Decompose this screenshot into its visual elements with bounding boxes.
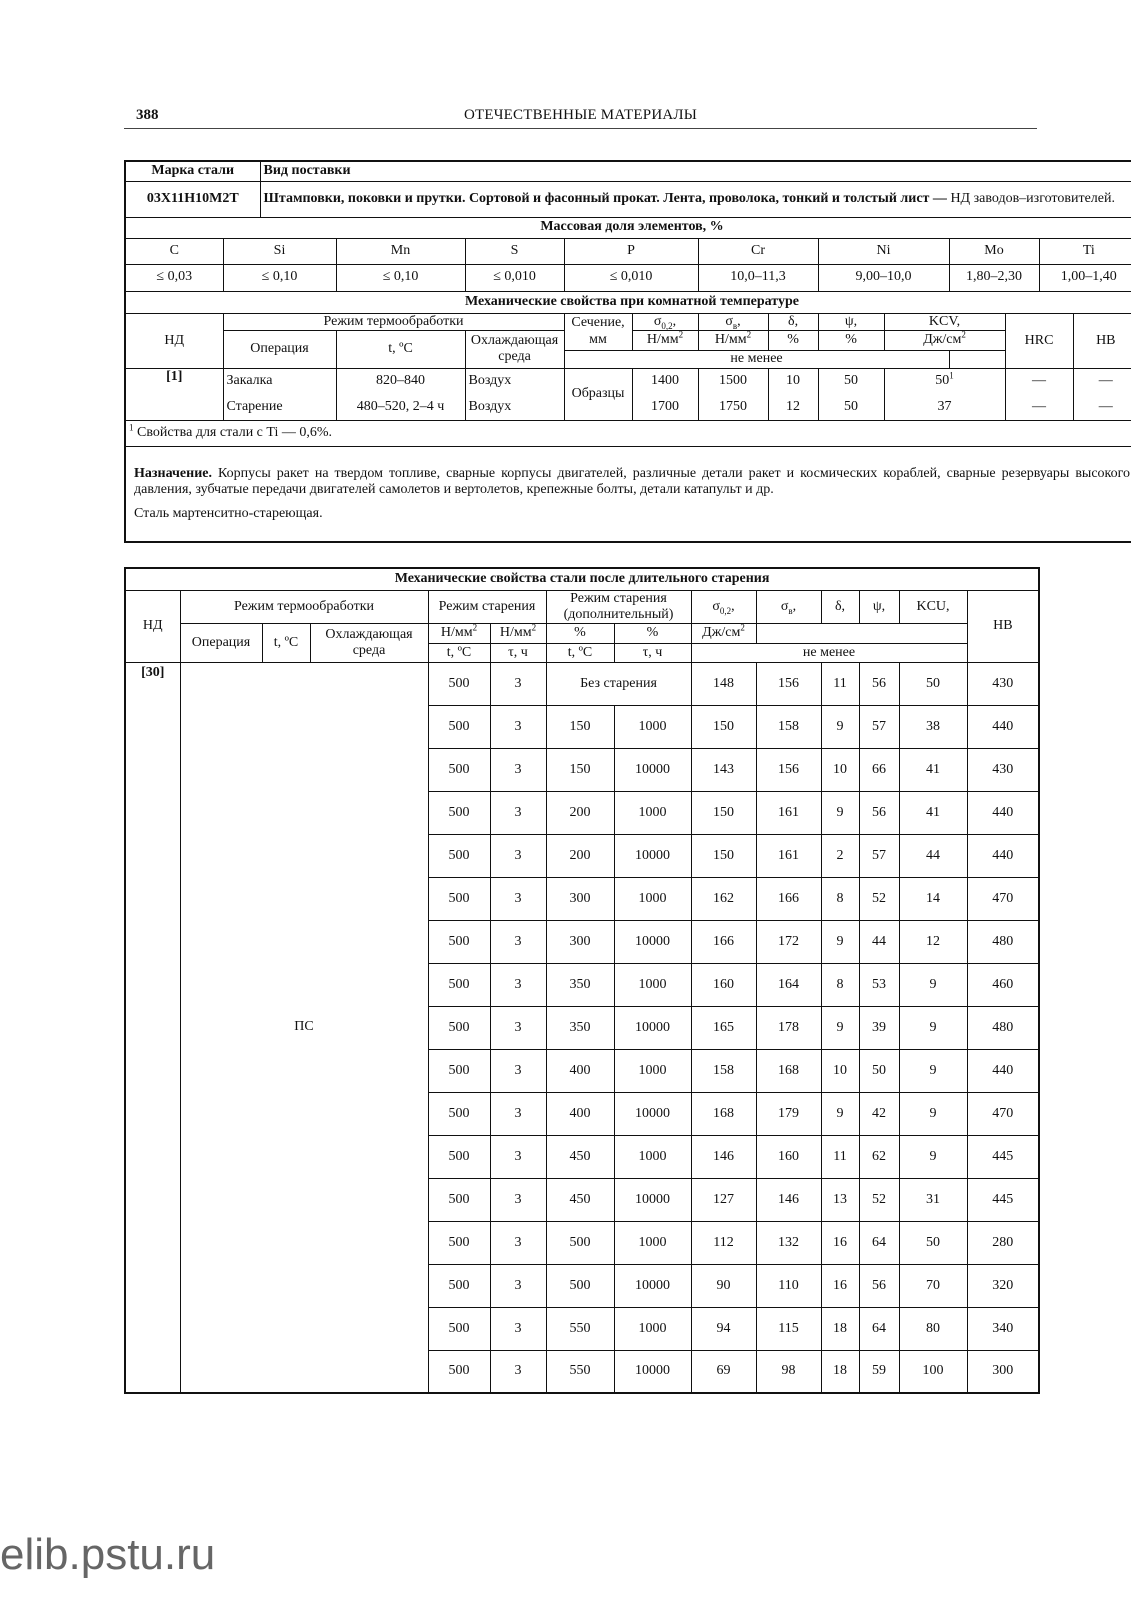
aging-regime-tau: 3 [490,1178,546,1221]
aging-sigma02: 160 [691,963,756,1006]
aging-extra-t: 450 [546,1178,614,1221]
sigmab-unit: $Н/мм^2$ [698,330,768,350]
value-ni: 9,00–10,0 [818,264,949,291]
aging-kcu: 31 [899,1178,967,1221]
aging-hb: 300 [967,1350,1039,1393]
aging-hb: 280 [967,1221,1039,1264]
element-s: S [465,238,564,264]
aging-psi: 57 [859,705,899,748]
aging-sigmab: 110 [756,1264,821,1307]
aging-nd: [30] [125,662,180,1393]
aging-temp-header: t, ºС [262,623,310,662]
steel-datasheet-table [124,160,1131,543]
temperature-header: t, ºС [336,330,465,368]
aging-sigma02-unit: $Н/мм^2$ [428,623,490,643]
aging-sigmab: 156 [756,662,821,705]
aging-regime-tau: 3 [490,1092,546,1135]
aging-extra-tau: 10000 [614,1264,691,1307]
kcv-header: KCV, [884,313,1005,330]
aging-regime-t: 500 [428,1135,490,1178]
aging-regime-t: 500 [428,963,490,1006]
delta-header: δ, [768,313,818,330]
aging-delta: 18 [821,1350,859,1393]
aging-sigmab: 132 [756,1221,821,1264]
aging-extra-tau: 10000 [614,1006,691,1049]
aging-sigma02: 150 [691,705,756,748]
aging-extra-tau: 10000 [614,1178,691,1221]
element-cr: Cr [698,238,818,264]
aging-regime-t: 500 [428,748,490,791]
aging-sigmab: 146 [756,1178,821,1221]
aging-psi: 56 [859,791,899,834]
aging-regime-tau: 3 [490,791,546,834]
aging-delta: 9 [821,1006,859,1049]
aging-regime-tau: 3 [490,920,546,963]
aging-hb: 440 [967,834,1039,877]
aging-extra-t: 350 [546,963,614,1006]
aging-extra-header: Режим старения (дополнительный) [546,590,691,623]
aging-sigmab-header: $\sigma_в$, [756,590,821,623]
aging-sigma02: 146 [691,1135,756,1178]
aging-hb: 440 [967,1049,1039,1092]
aging-extra-tau: 10000 [614,1350,691,1393]
value-ti: 1,00–1,40 [1039,264,1131,291]
aging-kcu: 14 [899,877,967,920]
purpose-text: Назначение. Корпусы ракет на твердом топливе, сварные корпусы двигателей, различные детали ракет и космических кораблей, сварные резервуары высокого давления, зубчатые передачи двигателей самолетов и вертолетов, крепежные болты, детали катапульт и др. [134,465,1131,497]
aging-delta: 8 [821,877,859,920]
aging-regime-t: 500 [428,705,490,748]
aging-regime-t: 500 [428,662,490,705]
aging-delta-header: δ, [821,590,859,623]
aging-extra-t: 200 [546,791,614,834]
composition-values-row [125,264,1131,291]
aging-hb: 445 [967,1178,1039,1221]
aging-sigmab: 156 [756,748,821,791]
aging-kcu: 12 [899,920,967,963]
aging-regime-tau: 3 [490,963,546,1006]
aging-sigma02: 165 [691,1006,756,1049]
value-mo: 1,80–2,30 [949,264,1039,291]
aging-extra-tau: 10000 [614,920,691,963]
aging-delta: 16 [821,1264,859,1307]
aging-regime-t: 500 [428,877,490,920]
aging-delta: 9 [821,920,859,963]
element-p: P [564,238,698,264]
aging-sigma02: 148 [691,662,756,705]
aging-regime-t: 500 [428,920,490,963]
aging-hb: 460 [967,963,1039,1006]
aging-psi: 56 [859,1264,899,1307]
supply-label: Вид поставки [260,161,1131,181]
aging-delta: 8 [821,963,859,1006]
aging-psi-header: ψ, [859,590,899,623]
value-cr: 10,0–11,3 [698,264,818,291]
aging-hb: 480 [967,920,1039,963]
aging-regime-t: 500 [428,1264,490,1307]
aging-hb: 470 [967,877,1039,920]
aging-kcu: 38 [899,705,967,748]
element-ni: Ni [818,238,949,264]
aging-extra-t: 400 [546,1092,614,1135]
aging-psi: 62 [859,1135,899,1178]
aging-regime-tau: 3 [490,705,546,748]
aging-delta: 18 [821,1307,859,1350]
aging-psi: 52 [859,877,899,920]
aging-sigmab: 178 [756,1006,821,1049]
aging-extra-tau: 10000 [614,748,691,791]
aging-kcu: 9 [899,1135,967,1178]
aging-sigma02: 143 [691,748,756,791]
aging-hb: 440 [967,705,1039,748]
aging-kcu-header: KCU, [899,590,967,623]
element-mn: Mn [336,238,465,264]
grade-label: Марка стали [125,161,260,181]
aging-extra-tau: 1000 [614,877,691,920]
aging-extra-tau: 10000 [614,1092,691,1135]
aging-extra-tau: 1000 [614,1307,691,1350]
aging-kcu: 9 [899,1049,967,1092]
aging-extra-t: 150 [546,748,614,791]
aging-regime-tau: 3 [490,1006,546,1049]
aging-sigma02: 112 [691,1221,756,1264]
aging-sigma02: 168 [691,1092,756,1135]
aging-sigma02: 162 [691,877,756,920]
aging-delta: 10 [821,748,859,791]
aging-sigma02: 90 [691,1264,756,1307]
aging-sigmab: 115 [756,1307,821,1350]
aging-delta: 11 [821,1135,859,1178]
aging-sigma02: 69 [691,1350,756,1393]
psi-header: ψ, [818,313,884,330]
aging-kcu: 44 [899,834,967,877]
aging-psi: 57 [859,834,899,877]
aging-extra-t: 300 [546,920,614,963]
aging-psi: 53 [859,963,899,1006]
aging-psi: 39 [859,1006,899,1049]
page-number: 388 [136,107,159,123]
aging-hb: 340 [967,1307,1039,1350]
aging-delta: 9 [821,705,859,748]
aging-regime-t: 500 [428,791,490,834]
mech-room-nd: [1] [125,368,223,420]
aging-kcu: 80 [899,1307,967,1350]
aging-regime-t: 500 [428,1221,490,1264]
aging-regime-t: 500 [428,1049,490,1092]
aging-delta: 11 [821,662,859,705]
value-p: ≤ 0,010 [564,264,698,291]
aging-extra-t: 200 [546,834,614,877]
grade-value: 03Х11Н10М2Т [125,181,260,217]
aging-sigmab: 160 [756,1135,821,1178]
aging-sigma02: 158 [691,1049,756,1092]
aging-sigmab: 166 [756,877,821,920]
delta-unit: % [768,330,818,350]
mech-room-nd-header: НД [125,313,223,368]
aging-delta: 13 [821,1178,859,1221]
aging-psi: 56 [859,662,899,705]
aging-kcu-unit: $Дж/см^2$ [691,623,756,643]
aging-extra-t: 300 [546,877,614,920]
element-mo: Mo [949,238,1039,264]
mech-room-section: Образцы [564,368,632,420]
aging-regime-t: 500 [428,1178,490,1221]
aging-extra-t: 450 [546,1135,614,1178]
aging-hb: 470 [967,1092,1039,1135]
aging-sigmab-unit: $Н/мм^2$ [490,623,546,643]
value-s: ≤ 0,010 [465,264,564,291]
sigma02-header: $\sigma_{0,2}$, [632,313,698,330]
value-si: ≤ 0,10 [223,264,336,291]
aging-psi: 52 [859,1178,899,1221]
aging-extra-tau: 1000 [614,791,691,834]
aging-psi: 44 [859,920,899,963]
element-ti: Ti [1039,238,1131,264]
mech-room-section-header: Сечение, мм [564,313,632,350]
aging-regime-t: 500 [428,834,490,877]
aging-delta-unit: % [546,623,614,643]
mech-room-title: Механические свойства при комнатной температуре [125,291,1131,313]
aging-delta: 16 [821,1221,859,1264]
aging-extra-t: 500 [546,1264,614,1307]
aging-extra-tau: 1000 [614,1135,691,1178]
aging-operation: ПС [180,662,428,1393]
aging-properties-table [124,567,1040,1394]
mech-aging-title: Механические свойства стали после длительного старения [125,568,1039,590]
aging-sigma02: 166 [691,920,756,963]
psi-unit: % [818,330,884,350]
element-si: Si [223,238,336,264]
watermark: elib.pstu.ru [0,1530,216,1579]
aging-delta: 9 [821,791,859,834]
aging-sigmab: 98 [756,1350,821,1393]
aging-extra-tau: 1000 [614,1049,691,1092]
aging-extra-t: 500 [546,1221,614,1264]
aging-regime-t: 500 [428,1350,490,1393]
sigma02-unit: $Н/мм^2$ [632,330,698,350]
not-less-label: не менее [564,350,949,368]
aging-extra-t-header: t, ºС [546,643,614,662]
purpose-note: Сталь мартенситно-стареющая. [134,505,323,521]
aging-sigma02: 127 [691,1178,756,1221]
aging-regime-tau: 3 [490,748,546,791]
aging-sigmab: 172 [756,920,821,963]
kcv-unit: $Дж/см^2$ [884,330,1005,350]
value-mn: ≤ 0,10 [336,264,465,291]
aging-kcu: 9 [899,1092,967,1135]
aging-not-less-label: не менее [691,643,967,662]
aging-operation-header: Операция [180,623,262,662]
aging-sigmab: 164 [756,963,821,1006]
aging-extra-tau: 1000 [614,963,691,1006]
aging-kcu: 100 [899,1350,967,1393]
sigmab-header: $\sigma_в$, [698,313,768,330]
aging-sigma02-header: $\sigma_{0,2}$, [691,590,756,623]
aging-extra-t: 150 [546,705,614,748]
aging-psi: 42 [859,1092,899,1135]
hb-header: НВ [1073,313,1131,368]
aging-tau-header: τ, ч [490,643,546,662]
composition-elements-row [125,238,1131,264]
aging-regime-tau: 3 [490,1307,546,1350]
aging-extra-t: 350 [546,1006,614,1049]
aging-kcu: 70 [899,1264,967,1307]
aging-extra-tau: 10000 [614,834,691,877]
aging-mode-header: Режим термообработки [180,590,428,623]
aging-extra-t: 400 [546,1049,614,1092]
aging-delta: 10 [821,1049,859,1092]
room-row-quench: [1] Закалка 820–840 Воздух Образцы 1400 1500 10 50 $50^1$ — — [125,368,1131,394]
aging-t-header: t, ºС [428,643,490,662]
supply-standard: НД заводов–изготовителей. [950,190,1115,206]
aging-delta: 9 [821,1092,859,1135]
aging-kcu: 41 [899,791,967,834]
aging-table-row [125,662,1039,705]
cooling-header: Охлаждающая среда [465,330,564,368]
aging-kcu: 50 [899,662,967,705]
aging-delta: 2 [821,834,859,877]
aging-hb: 440 [967,791,1039,834]
aging-sigmab: 161 [756,834,821,877]
running-title: ОТЕЧЕСТВЕННЫЕ МАТЕРИАЛЫ [463,107,698,123]
aging-extra-none: Без старения [546,662,691,705]
aging-hb: 430 [967,748,1039,791]
aging-kcu: 41 [899,748,967,791]
aging-regime-tau: 3 [490,877,546,920]
aging-kcu: 50 [899,1221,967,1264]
aging-psi: 59 [859,1350,899,1393]
aging-sigmab: 179 [756,1092,821,1135]
aging-regime-tau: 3 [490,662,546,705]
aging-regime-tau: 3 [490,1221,546,1264]
aging-regime-t: 500 [428,1307,490,1350]
element-c: C [125,238,223,264]
aging-psi: 50 [859,1049,899,1092]
aging-regime-tau: 3 [490,1350,546,1393]
aging-kcu: 9 [899,1006,967,1049]
composition-title: Массовая доля элементов, % [125,217,1131,238]
aging-regime-t: 500 [428,1092,490,1135]
aging-hb: 480 [967,1006,1039,1049]
aging-hb: 445 [967,1135,1039,1178]
operation-header: Операция [223,330,336,368]
aging-sigma02: 94 [691,1307,756,1350]
supply-text [260,181,1131,217]
aging-kcu: 9 [899,963,967,1006]
aging-extra-tau: 1000 [614,1221,691,1264]
aging-sigmab: 158 [756,705,821,748]
value-c: ≤ 0,03 [125,264,223,291]
aging-hb: 430 [967,662,1039,705]
footnote: $^1$ Свойства для стали с Ti — 0,6%. [125,420,1131,446]
aging-cooling-header: Охлаждающая среда [310,623,428,662]
aging-psi: 64 [859,1307,899,1350]
aging-regime-header: Режим старения [428,590,546,623]
aging-regime-tau: 3 [490,1049,546,1092]
supply-products: Штамповки, поковки и прутки. Сортовой и фасонный прокат. Лента, проволока, тонкий и толстый лист — [263,190,947,206]
aging-extra-tau: 1000 [614,705,691,748]
purpose-block [125,446,1131,542]
aging-regime-tau: 3 [490,1264,546,1307]
aging-extra-t: 550 [546,1307,614,1350]
aging-sigmab: 168 [756,1049,821,1092]
page-header [124,106,1037,129]
aging-extra-tau-header: τ, ч [614,643,691,662]
aging-regime-tau: 3 [490,834,546,877]
room-row-aging: Старение 480–520, 2–4 ч Воздух 1700 1750 12 50 37 — — [125,394,1131,420]
aging-psi-unit: % [614,623,691,643]
aging-extra-t: 550 [546,1350,614,1393]
aging-hb-header: НВ [967,590,1039,662]
aging-regime-t: 500 [428,1006,490,1049]
mech-room-mode-header: Режим термообработки [223,313,564,330]
aging-psi: 64 [859,1221,899,1264]
aging-nd-header: НД [125,590,180,662]
aging-regime-tau: 3 [490,1135,546,1178]
aging-sigma02: 150 [691,791,756,834]
aging-psi: 66 [859,748,899,791]
aging-sigmab: 161 [756,791,821,834]
aging-sigma02: 150 [691,834,756,877]
hrc-header: HRC [1005,313,1073,368]
aging-hb: 320 [967,1264,1039,1307]
